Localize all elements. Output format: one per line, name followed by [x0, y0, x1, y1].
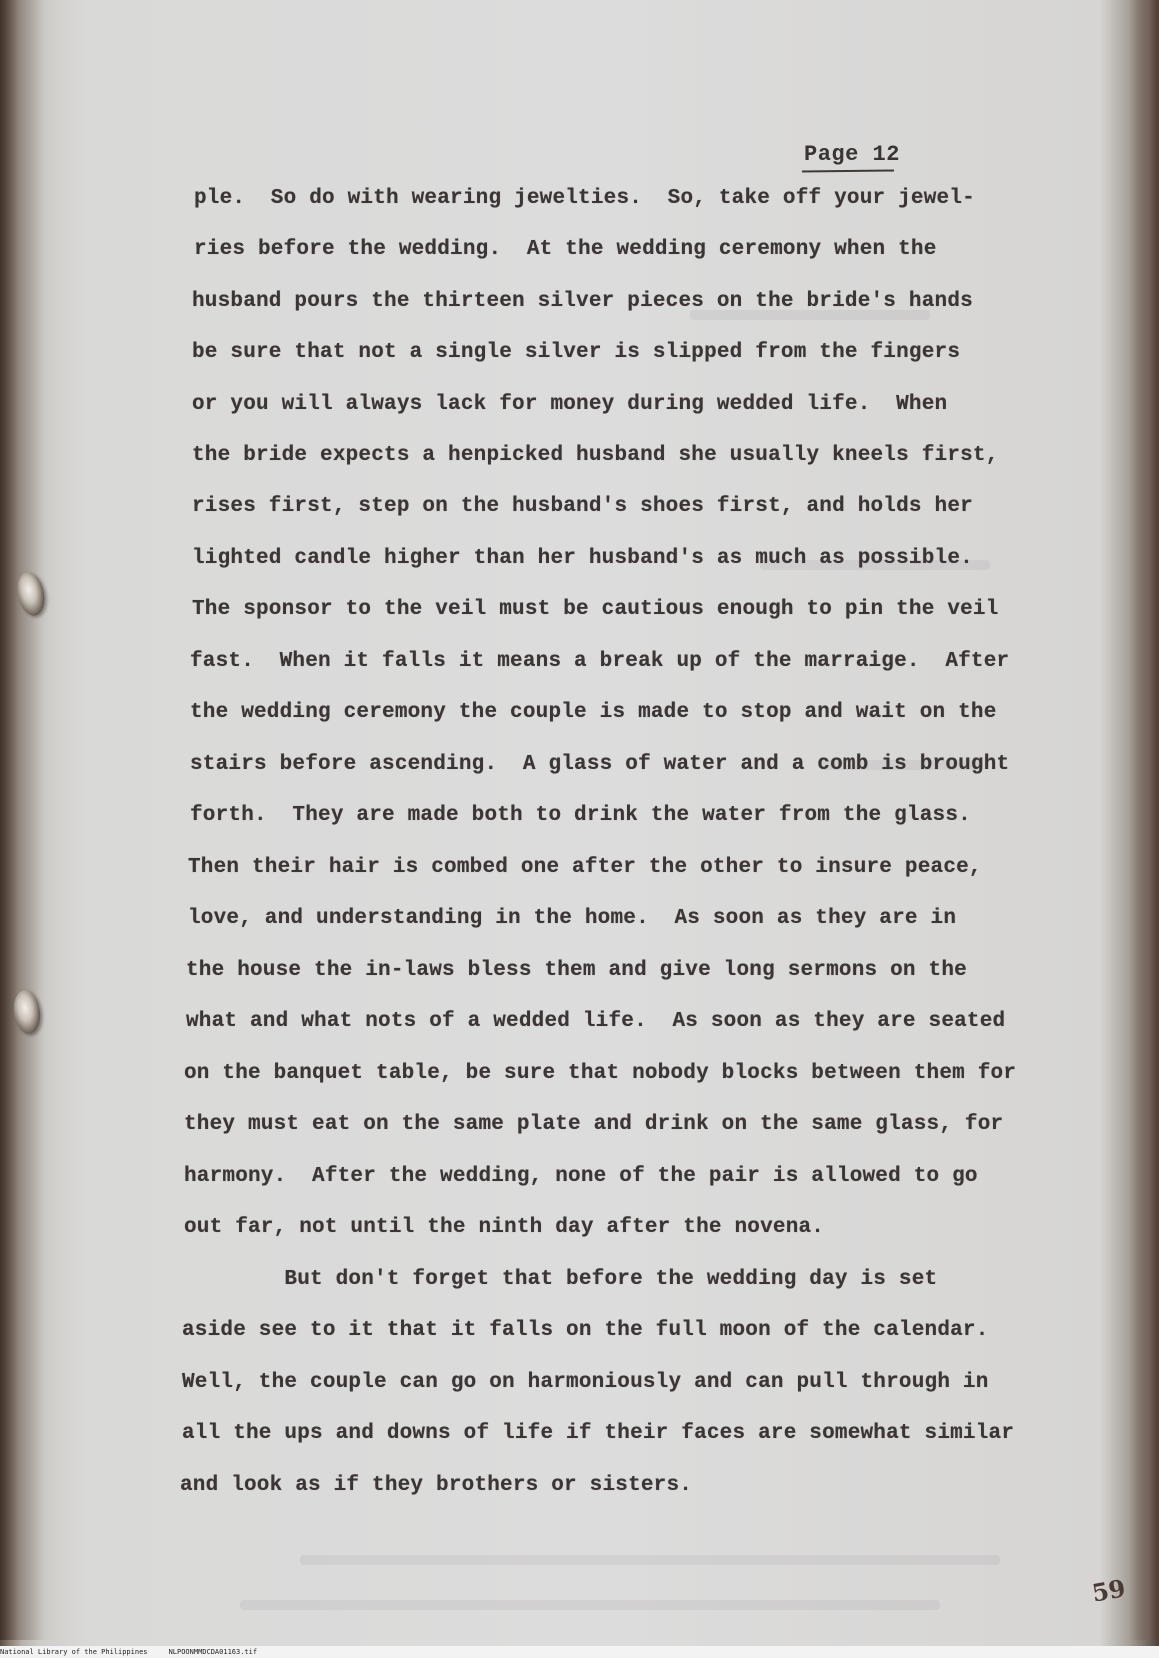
text-line: Then their hair is combed one after the other to insure peace, [188, 856, 982, 879]
text-line: Well, the couple can go on harmoniously and can pull through in [182, 1371, 989, 1394]
scan-footer: National Library of the Philippines NLPOONMMDCDA01163.tif [0, 1646, 1159, 1658]
text-line: and look as if they brothers or sisters. [180, 1474, 693, 1497]
bleed-through-mark [240, 1600, 940, 1610]
text-line: love, and understanding in the home. As soon as they are in [188, 907, 957, 930]
text-line: lighted candle higher than her husband's as much as possible. [192, 547, 973, 570]
text-line: the bride expects a henpicked husband she usually kneels first, [192, 444, 999, 467]
text-line: or you will always lack for money during wedded life. When [192, 393, 948, 416]
right-edge-shadow [1129, 0, 1159, 1640]
page-number: Page 12 [804, 142, 900, 167]
text-line: husband pours the thirteen silver pieces on the bride's hands [192, 290, 973, 313]
text-line: stairs before ascending. A glass of water and a comb is brought [190, 753, 1010, 776]
text-line: what and what nots of a wedded life. As soon as they are seated [186, 1010, 1006, 1033]
text-line: harmony. After the wedding, none of the pair is allowed to go [184, 1165, 978, 1188]
text-line: The sponsor to the veil must be cautious enough to pin the veil [192, 598, 999, 621]
text-line: they must eat on the same plate and drink on the same glass, for [184, 1113, 1004, 1136]
text-line: the wedding ceremony the couple is made to stop and wait on the [190, 701, 997, 724]
text-line: But don't forget that before the wedding day is set [182, 1268, 938, 1291]
text-line: aside see to it that it falls on the full moon of the calendar. [182, 1319, 989, 1342]
binding-edge-shadow [0, 0, 58, 1640]
text-line: fast. When it falls it means a break up of the marraige. After [190, 650, 1010, 673]
text-line: rises first, step on the husband's shoes first, and holds her [192, 495, 973, 518]
text-line: the house the in-laws bless them and give long sermons on the [186, 959, 967, 982]
text-line: be sure that not a single silver is slipped from the fingers [192, 341, 961, 364]
text-line: out far, not until the ninth day after the novena. [184, 1216, 825, 1239]
text-line: ple. So do with wearing jewelties. So, take off your jewel- [194, 187, 975, 210]
text-line: on the banquet table, be sure that nobody blocks between them for [184, 1062, 1017, 1085]
text-line: ries before the wedding. At the wedding ceremony when the [194, 238, 937, 261]
text-line: forth. They are made both to drink the water from the glass. [190, 804, 971, 827]
bleed-through-mark [300, 1555, 1000, 1565]
text-line: all the ups and downs of life if their faces are somewhat similar [182, 1422, 1015, 1445]
page-number-underline [802, 170, 894, 173]
handwritten-mark: 59 [1089, 1573, 1128, 1608]
